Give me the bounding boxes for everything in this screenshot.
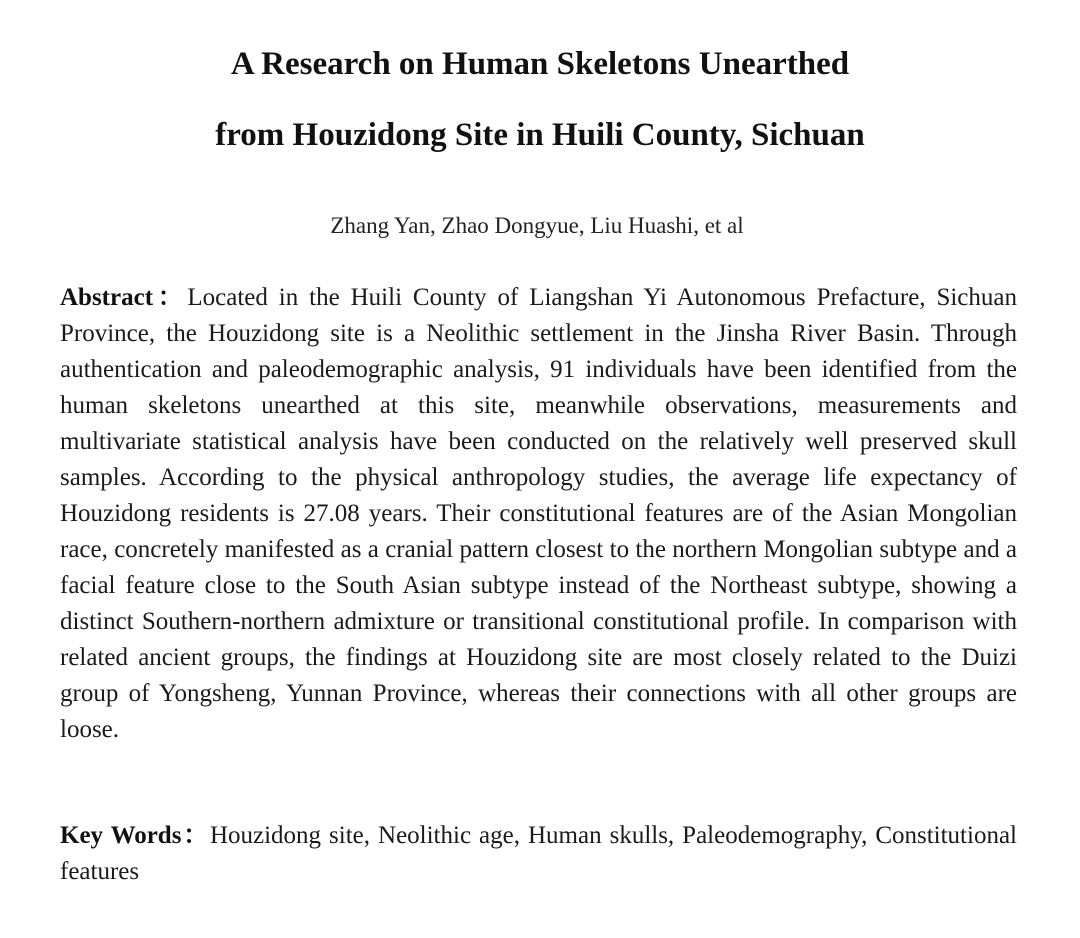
keywords-text: Houzidong site, Neolithic age, Human skulls, Paleodemography, Constitutional features xyxy=(60,822,1017,885)
author-list: Zhang Yan, Zhao Dongyue, Liu Huashi, et al xyxy=(330,213,744,238)
paper-title-line-1: A Research on Human Skeletons Unearthed xyxy=(230,46,850,82)
paper-title-line-2: from Houzidong Site in Huili County, Sichuan xyxy=(215,117,865,153)
abstract-text: Located in the Huili County of Liangshan Yi Autonomous Prefacture, Sichuan Province, the Houzidong site is a Neolithic settlement in the Jinsha River Basin. Through authentication and paleodemographic analysis, 91 individuals have been identified from the human skeletons unearthed at this site, meanwhile observations, measurements and multivariate statistical analysis have been conducted on the relatively well preserved skull samples. According to the physical anthropology studies, the average life expectancy of Houzidong residents is 27.08 years. Their constitutional features are of the Asian Mongolian race, concretely manifested as a cranial pattern closest to the northern Mongolian subtype and a facial feature close to the South Asian subtype instead of the Northeast subtype, showing a distinct Southern-northern admixture or transitional constitutional profile. In comparison with related ancient groups, the findings at Houzidong site are most closely related to the Duizi group of Yongsheng, Yunnan Province, whereas their connections with all other groups are loose. xyxy=(60,284,1018,743)
abstract-paragraph xyxy=(60,280,1017,748)
keywords-paragraph xyxy=(60,818,1017,890)
abstract-label: Abstract： xyxy=(60,284,188,311)
keywords-label: Key Words： xyxy=(60,822,210,849)
